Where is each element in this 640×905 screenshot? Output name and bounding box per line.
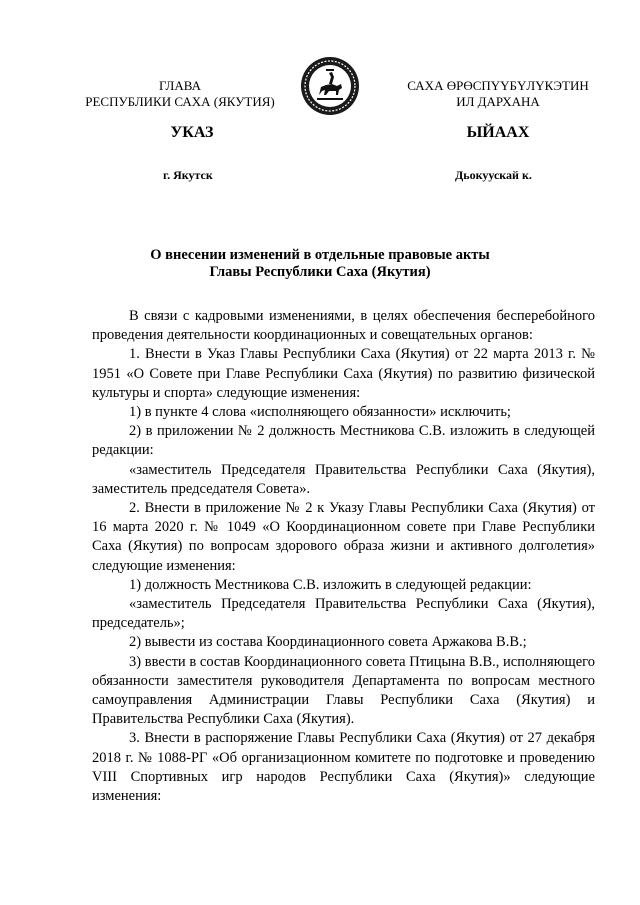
paragraph: «заместитель Председателя Правительства Республики Саха (Якутия), председатель»; — [92, 596, 595, 632]
decree-title-russian: УКАЗ — [170, 124, 214, 141]
paragraph: 2) вывести из состава Координационного совета Аржакова В.В.; — [129, 634, 527, 651]
paragraph: 1. Внести в Указ Главы Республики Саха (Якутия) от 22 марта 2013 г. № 1951 «О Совете при Главе Республики Саха (Якутия) по развитию физической культуры и спорта» следующие изменения: — [92, 346, 595, 401]
document-body — [92, 307, 595, 806]
paragraph: 1) в пункте 4 слова «исполняющего обязанности» исключить; — [129, 404, 511, 421]
issuer-block-russian — [60, 78, 300, 110]
document-title — [90, 247, 550, 281]
city-yakut: Дьокуускай к. — [455, 168, 532, 182]
issuer-line: РЕСПУБЛИКИ САХА (ЯКУТИЯ) — [85, 94, 275, 109]
document-title-line: Главы Республики Саха (Якутия) — [209, 264, 431, 280]
coat-of-arms-emblem — [299, 55, 361, 117]
decree-title-yakut: ЫЙААХ — [466, 124, 530, 141]
paragraph: 3. Внести в распоряжение Главы Республики Саха (Якутия) от 27 декабря 2018 г. № 1088-РГ «Об организационном комитете по подготовке и проведению VIII Спортивных игр народов Республики Саха (Якутия)» следующие изменения: — [92, 730, 595, 805]
issuer-block-yakut — [378, 78, 618, 110]
paragraph: 2. Внести в приложение № 2 к Указу Главы Республики Саха (Якутия) от 16 марта 2020 г. № 1049 «О Координационном совете при Главе Республики Саха (Якутия) по вопросам здорового образа жизни и активного долголетия» следующие изменения: — [92, 500, 595, 574]
paragraph: «заместитель Председателя Правительства Республики Саха (Якутия), заместитель председателя Совета». — [92, 461, 595, 497]
issuer-line: ГЛАВА — [159, 78, 201, 93]
paragraph: 2) в приложении № 2 должность Местникова С.В. изложить в следующей редакции: — [92, 423, 595, 459]
issuer-line: ИЛ ДАРХАНА — [456, 94, 540, 109]
city-russian: г. Якутск — [163, 168, 213, 182]
issuer-line: САХА ӨРӨСПҮҮБҮЛҮКЭТИН — [407, 78, 589, 93]
paragraph: 1) должность Местникова С.В. изложить в следующей редакции: — [129, 576, 532, 593]
paragraph: 3) ввести в состав Координационного совета Птицына В.В., исполняющего обязанности заместителя руководителя Департамента по вопросам местного самоуправления Администрации Главы Республики Саха (Якутия) и Правительства Республики Саха (Якутия). — [92, 653, 595, 728]
document-title-line: О внесении изменений в отдельные правовые акты — [150, 247, 490, 263]
paragraph: В связи с кадровыми изменениями, в целях обеспечения бесперебойного проведения деятельности координационных и совещательных органов: — [92, 308, 595, 344]
